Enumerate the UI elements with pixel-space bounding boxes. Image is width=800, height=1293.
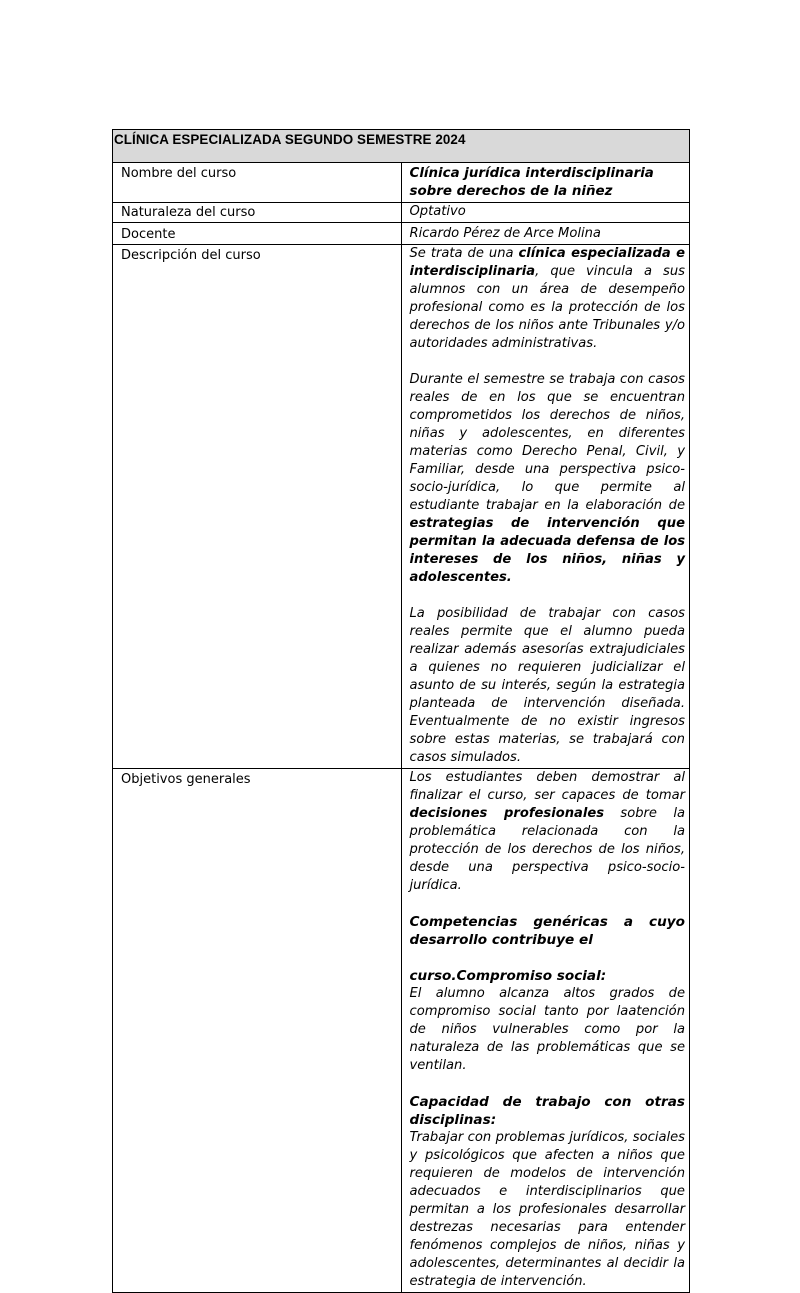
- objetivos-p1-text-end: sobre la problemática relacionada con la protección de los derechos de los niños, desde una perspectiva psico-socio-jurídica.: [409, 806, 685, 893]
- table-row: [113, 223, 690, 245]
- capacidad-text: Trabajar con problemas jurídicos, sociales y psicológicos que afecten a niños que requieren de modelos de intervención adecuados e interdisciplinarios que permitan a los profesionales desarrollar destrezas necesarias para entender fenómenos complejos de niños, niñas y adolescentes, determinantes al decidir la estrategia de intervención.: [409, 1130, 685, 1289]
- descripcion-paragraph-2: [410, 371, 686, 587]
- row-value-objetivos: [401, 769, 690, 1293]
- objetivos-p1-text: Los estudiantes deben demostrar al finalizar el curso, ser capaces de tomar: [409, 770, 685, 803]
- row-label-docente: Docente: [113, 223, 402, 245]
- descripcion-p1-emphasis: clínica especializada e interdisciplinaria: [409, 246, 685, 279]
- row-label-nombre: Nombre del curso: [113, 163, 402, 203]
- row-value-nombre: [401, 163, 690, 203]
- capacidad-heading: Capacidad de trabajo con otras disciplinas:: [409, 1094, 685, 1128]
- descripcion-paragraph-1: [410, 245, 686, 353]
- row-label-naturaleza: Naturaleza del curso: [113, 203, 402, 223]
- table-row: [113, 163, 690, 203]
- descripcion-p2-emphasis: estrategias de intervención que permitan la adecuada defensa de los intereses de los niños, niñas y adolescentes.: [409, 516, 685, 585]
- competencias-heading: Competencias genéricas a cuyo desarrollo contribuye el: [409, 914, 685, 948]
- table-title: CLÍNICA ESPECIALIZADA SEGUNDO SEMESTRE 2024: [113, 130, 690, 163]
- compromiso-text: El alumno alcanza altos grados de compromiso social tanto por laatención de niños vulnerables como por la naturaleza de las problemáticas que se ventilan.: [409, 986, 685, 1073]
- row-value-descripcion: [401, 245, 690, 769]
- objetivos-paragraph-1: [410, 769, 686, 895]
- objetivos-p1-emphasis: decisiones profesionales: [409, 806, 605, 821]
- table-row: [113, 769, 690, 1293]
- compromiso-heading: curso.Compromiso social:: [409, 968, 607, 984]
- table-row: [113, 203, 690, 223]
- descripcion-p1-text-end: , que vincula a sus alumnos con un área de desempeño profesional como es la protección de los derechos de los niños ante Tribunales y/o autoridades administrativas.: [409, 264, 685, 351]
- table-row: [113, 245, 690, 769]
- descripcion-p2-text: Durante el semestre se trabaja con casos reales de en los que se encuentran comprometidos los derechos de niños, niñas y adolescentes, en diferentes materias como Derecho Penal, Civil, y Familiar, desde una perspectiva psico-socio-jurídica, lo que permite al estudiante trabajar en la elaboración de: [409, 372, 685, 513]
- row-value-docente: Ricardo Pérez de Arce Molina: [401, 223, 690, 245]
- row-label-objetivos: Objetivos generales: [113, 769, 402, 1293]
- course-name: Clínica jurídica interdisciplinaria sobre derechos de la niñez: [409, 166, 654, 199]
- row-label-descripcion: Descripción del curso: [113, 245, 402, 769]
- course-table: [112, 129, 690, 1293]
- table-header-row: [113, 130, 690, 163]
- descripcion-p1-text: Se trata de una: [409, 246, 519, 261]
- descripcion-paragraph-3: La posibilidad de trabajar con casos reales permite que el alumno pueda realizar además asesorías extrajudiciales a quienes no requieren judicializar el asunto de su interés, según la estrategia planteada de intervención diseñada. Eventualmente de no existir ingresos sobre estas materias, se trabajará con casos simulados.: [409, 606, 685, 765]
- row-value-naturaleza: Optativo: [401, 203, 690, 223]
